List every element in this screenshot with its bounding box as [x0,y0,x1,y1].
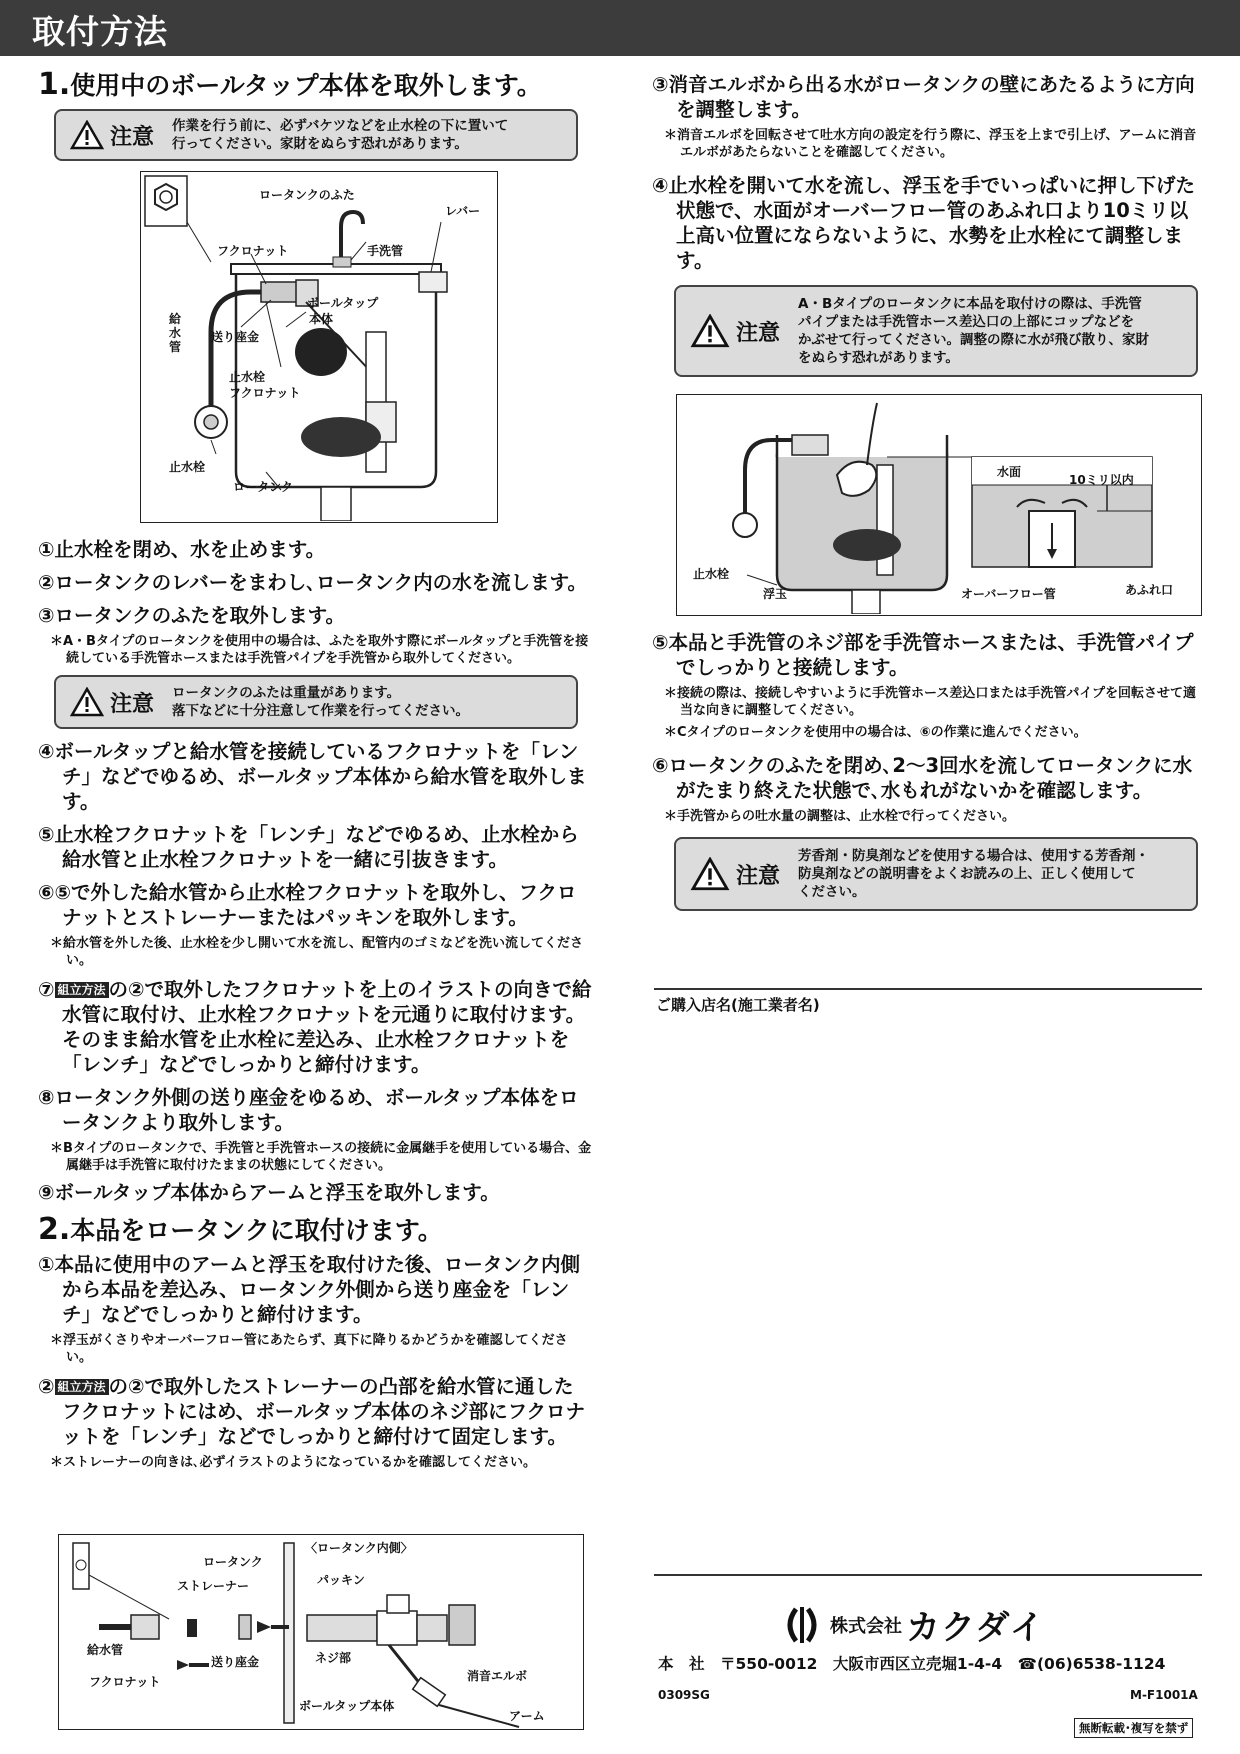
fig2-label-water: 水面 [997,465,1022,479]
label-washer: 送り座金 [211,330,260,344]
s2-note-1: ＊浮玉がくさりやオーバーフロー管にあたらず、真下に降りるかどうかを確認してください。 [50,1333,568,1365]
header-bar [0,0,1240,56]
water-level-svg [677,395,1200,614]
s1-note-3: ＊A・Bタイプのロータンクを使用中の場合は、ふたを取外す際にボールタップと手洗管を接続している手洗管ホースまたは手洗管パイプを手洗管から取外してください。 [50,634,589,666]
right-column [652,72,1202,377]
label-valve-nut-1: 止水栓 [229,370,266,384]
warning-icon [70,687,104,717]
fig3-label-screw: ネジ部 [315,1651,352,1665]
fig3-label-strainer: ストレーナー [177,1579,250,1593]
warning-icon [690,857,730,891]
r-step-4: ④止水栓を開いて水を流し、浮玉を手でいっぱいに押し下げた状態で、水面がオーバーフロー管のあふれ口より10ミリ以上高い位置にならないように、水勢を止水栓にて調整します。 [652,174,1196,272]
caution-text: 作業を行う前に、必ずバケツなどを止水栓の下に置いて 行ってください。家財をぬらす恐れがあります。 [172,118,509,152]
figure-1-area [38,171,593,531]
s2-step-2: ② 組立方法 の②で取外したストレーナーの凸部を給水管に通したフクロナットにはめ、ボールタップ本体のネジ部にフクロナットを「レンチ」などでしっかりと締付けて固定します。 [38,1375,585,1448]
r-note-5a: ＊接続の際は、接続しやすいように手洗管ホース差込口または手洗管パイプを回転させて適当な向きに調整してください。 [664,686,1196,718]
caution-title: 注意 [110,691,155,717]
s1-step-2: ②ロータンクのレバーをまわし､ロータンク内の水を流します。 [38,571,588,594]
r-note-6: ＊手洗管からの吐水量の調整は、止水栓で行ってください。 [664,809,1016,824]
r-step-6: ⑥ロータンクのふたを閉め､2〜3回水を流してロータンクに水がたまり終えた状態で､水もれがないかを確認します。 [652,754,1193,802]
caution-text: ロータンクのふたは重量があります。 落下などに十分注意して作業を行ってください。 [172,685,470,719]
s1-step-7: ⑦ 組立方法 の②で取外したフクロナットを上のイラストの向きで給水管に取付け、止水栓フクロナットを元通りに取付けます。そのまま給水管を止水栓に差込み、止水栓フクロナットを「レンチ」などでしっかりと締付けます。 [38,978,592,1076]
assembly-tag: 組立方法 [55,982,109,998]
label-hand-pipe: 手洗管 [367,244,404,258]
caution-text: 芳香剤・防臭剤などを使用する場合は、使用する芳香剤・ 防臭剤などの説明書をよくお読みの上、正しく使用して ください。 [798,848,1150,900]
fig3-label-arm: アーム [509,1709,545,1723]
caution-title: 注意 [110,124,155,150]
s2-step-1: ①本品に使用中のアームと浮玉を取付けた後、ロータンク内側から本品を差込み、ロータンク外側から送り座金を「レンチ」などでしっかりと締付けます。 [38,1253,581,1326]
fig3-label-packing: パッキン [317,1573,365,1587]
section1-title: 1.使用中のボールタップ本体を取外します。 [38,67,542,102]
caution-text: A・Bタイプのロータンクに本品を取付けの際は、手洗管 パイプまたは手洗管ホース差込口の上部にコップなどを かぶせて行ってください。調整の際に水が飛び散り、家財 をぬらす恐れがあります。 [798,296,1150,366]
doc-code-right: M-F1001A [1130,1688,1198,1702]
label-tank: ロータンク [233,480,293,494]
fig3-label-nut: フクロナット [89,1675,161,1689]
warning-icon [70,120,104,150]
fig2-label-float: 浮玉 [763,587,788,601]
label-balltap: ボールタップ [307,296,379,310]
caution-box-1 [54,109,578,161]
label-valve-nut-2: フクロナット [229,386,301,400]
s1-step-9: ⑨ボールタップ本体からアームと浮玉を取外します。 [38,1181,500,1204]
s1-step-4: ④ボールタップと給水管を接続しているフクロナットを「レンチ」などでゆるめ、ボールタップ本体から給水管を取外します。 [38,740,587,813]
fig2-label-ten: 10ミリ以内 [1069,473,1134,487]
company-prefix: 株式会社 [830,1615,902,1637]
footer-divider [654,1574,1202,1576]
left-column [38,68,593,1471]
fig3-label-tank: ロータンク [203,1555,263,1569]
company-address: 本 社 〒550-0012 大阪市西区立売堀1-4-4 ☎(06)6538-1124 [658,1655,1166,1673]
company-logo-icon [780,1605,824,1645]
label-valve: 止水栓 [169,460,206,474]
assembly-tag: 組立方法 [55,1379,109,1395]
shop-divider [654,988,1202,990]
caution-title: 注意 [736,320,781,346]
fig3-label-supply: 給水管 [87,1643,124,1657]
warning-icon [690,314,730,348]
figure-1-tank-diagram [140,171,498,523]
label-supply-pipe: 給水管 [169,312,182,354]
label-balltap-body: 本体 [309,312,334,326]
caution-title: 注意 [736,863,781,889]
s2-note-2: ＊ストレーナーの向きは､必ずイラストのようになっているかを確認してください。 [50,1455,536,1470]
fig2-label-valve: 止水栓 [693,567,730,581]
doc-code-left: 0309SG [658,1688,710,1702]
fig2-label-mouth: あふれ口 [1125,583,1174,597]
s1-note-8: ＊Bタイプのロータンクで、手洗管と手洗管ホースの接続に金属継手を使用している場合、金属継手は手洗管に取付けたままの状態にしてください。 [50,1141,592,1173]
fig3-label-body: ボールタップ本体 [299,1699,395,1713]
r-note-5b: ＊Cタイプのロータンクを使用中の場合は、⑥の作業に進んでください。 [664,725,1087,740]
right-column-lower [652,630,1202,911]
section1-number: 1. [38,67,71,102]
figure-3-strainer-diagram [58,1534,584,1730]
label-nut: フクロナット [217,244,289,258]
company-name: カクダイ [906,1608,1045,1648]
fig2-label-overflow: オーバーフロー管 [961,587,1056,601]
caution-box-3 [674,285,1198,377]
fig3-label-inside: 〈ロータンク内側〉 [305,1541,413,1555]
label-lever: レバー [445,204,481,218]
figure-2-water-level-diagram [676,394,1202,616]
r-step-3: ③消音エルボから出る水がロータンクの壁にあたるように方向を調整します。 [652,73,1195,121]
shop-label: ご購入店名(施工業者名) [656,996,820,1014]
label-tank-lid: ロータンクのふた [259,188,355,202]
s1-step-1: ①止水栓を閉め、水を止めます。 [38,538,326,561]
s1-step-5: ⑤止水栓フクロナットを「レンチ」などでゆるめ、止水栓から給水管と止水栓フクロナットを一緒に引抜きます。 [38,823,579,871]
s1-note-6: ＊給水管を外した後、止水栓を少し開いて水を流し、配管内のゴミなどを洗い流してください。 [50,936,584,968]
caution-box-2 [54,675,578,729]
r-step-5: ⑤本品と手洗管のネジ部を手洗管ホースまたは、手洗管パイプでしっかりと接続します。 [652,631,1194,679]
section2-number: 2. [38,1212,71,1247]
s1-step-6: ⑥⑤で外した給水管から止水栓フクロナットを取外し、フクロナットとストレーナーまたはパッキンを取外します。 [38,881,577,929]
page-title: 取付方法 [32,12,168,51]
fig3-label-elbow: 消音エルボ [467,1669,528,1683]
caution-box-4 [674,837,1198,911]
copy-notice: 無断転載･複写を禁ず [1074,1718,1193,1738]
fig3-label-washer: 送り座金 [211,1655,260,1669]
company-logo [780,1600,1045,1649]
s1-step-3: ③ロータンクのふたを取外します。 [38,604,346,627]
s1-step-8: ⑧ロータンク外側の送り座金をゆるめ、ボールタップ本体をロータンクより取外します。 [38,1086,579,1134]
r-note-3: ＊消音エルボを回転させて吐水方向の設定を行う際に、浮玉を上まで引上げ、アームに消音エルボがあたらないことを確認してください。 [664,128,1197,160]
section2-title: 2.本品をロータンクに取付けます。 [38,1212,443,1247]
